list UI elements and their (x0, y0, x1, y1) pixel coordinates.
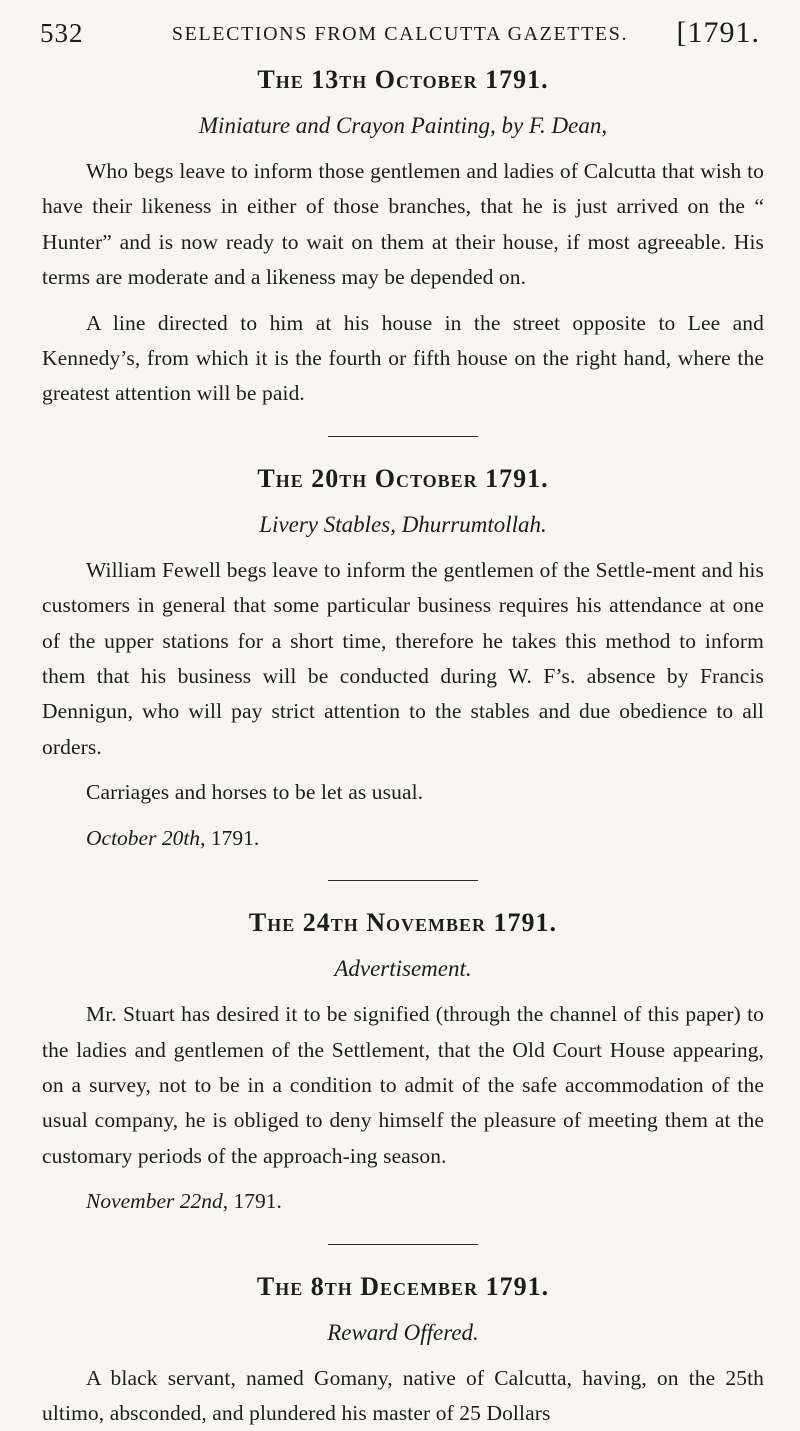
paragraph: Carriages and horses to be let as usual. (86, 780, 424, 805)
dateline (42, 1184, 764, 1219)
section-heading: The 13th October 1791. (257, 65, 549, 94)
notice-dean-painting (42, 62, 764, 412)
running-head (40, 14, 760, 54)
running-year: [1791. (676, 16, 760, 49)
page-number: 532 (40, 18, 84, 48)
paragraph: A black servant, named Gomany, native of Calcutta, having, on the 25th ultimo, absconded, and plundered his master of 25 Dollars (42, 1365, 764, 1425)
dateline-year: , 1791. (222, 1189, 282, 1214)
section-heading: The 8th December 1791. (256, 1271, 550, 1301)
section-subheading: Reward Offered. (327, 1319, 479, 1345)
notice-livery-stables (42, 461, 764, 856)
section-heading: The 24th November 1791. (248, 908, 558, 938)
dateline (42, 821, 764, 856)
notice-reward (42, 1269, 764, 1431)
dateline-day: 20th (161, 825, 201, 850)
dateline-month: October (86, 825, 157, 850)
notice-advertisement (42, 905, 764, 1219)
section-subheading: Miniature and Crayon Painting, by F. Dean, (198, 113, 608, 138)
paragraph: William Fewell begs leave to inform the gentlemen of the Settle-ment and his customers in general that some particular business requires his attendance at one of the upper stations for a short time, therefore he takes this method to inform them that his business will be conducted during W. F’s. absence by Francis Dennigun, who will pay strict attention to the stables and due obedience to all orders. (42, 557, 764, 759)
section-heading: The 20th October 1791. (257, 463, 549, 493)
page-body (42, 62, 764, 1431)
paragraph: A line directed to him at his house in the street opposite to Lee and Kennedy’s, from which it is the fourth or fifth house on the right hand, where the greatest attention will be paid. (42, 310, 764, 406)
running-title: SELECTIONS FROM CALCUTTA GAZETTES. (171, 23, 629, 45)
section-subheading: Livery Stables, Dhurrumtollah. (259, 511, 547, 537)
dateline-day: 22nd (179, 1189, 223, 1214)
dateline-year: , 1791. (200, 825, 260, 850)
paragraph: Who begs leave to inform those gentlemen and ladies of Calcutta that wish to have their likeness in either of those branches, that he is just arrived on the “ Hunter” and is now ready to wait on them at their house, if most agreeable. His terms are moderate and a likeness may be depended on. (42, 159, 764, 290)
paragraph: Mr. Stuart has desired it to be signified (through the channel of this paper) to the ladies and gentlemen of the Settlement, that the Old Court House appearing, on a survey, not to be in a condition to admit of the safe accommodation of the usual company, he is obliged to deny himself the pleasure of meeting them at the customary periods of the approach-ing season. (42, 1002, 764, 1168)
section-subheading: Advertisement. (334, 956, 472, 982)
dateline-month: November (86, 1189, 175, 1214)
